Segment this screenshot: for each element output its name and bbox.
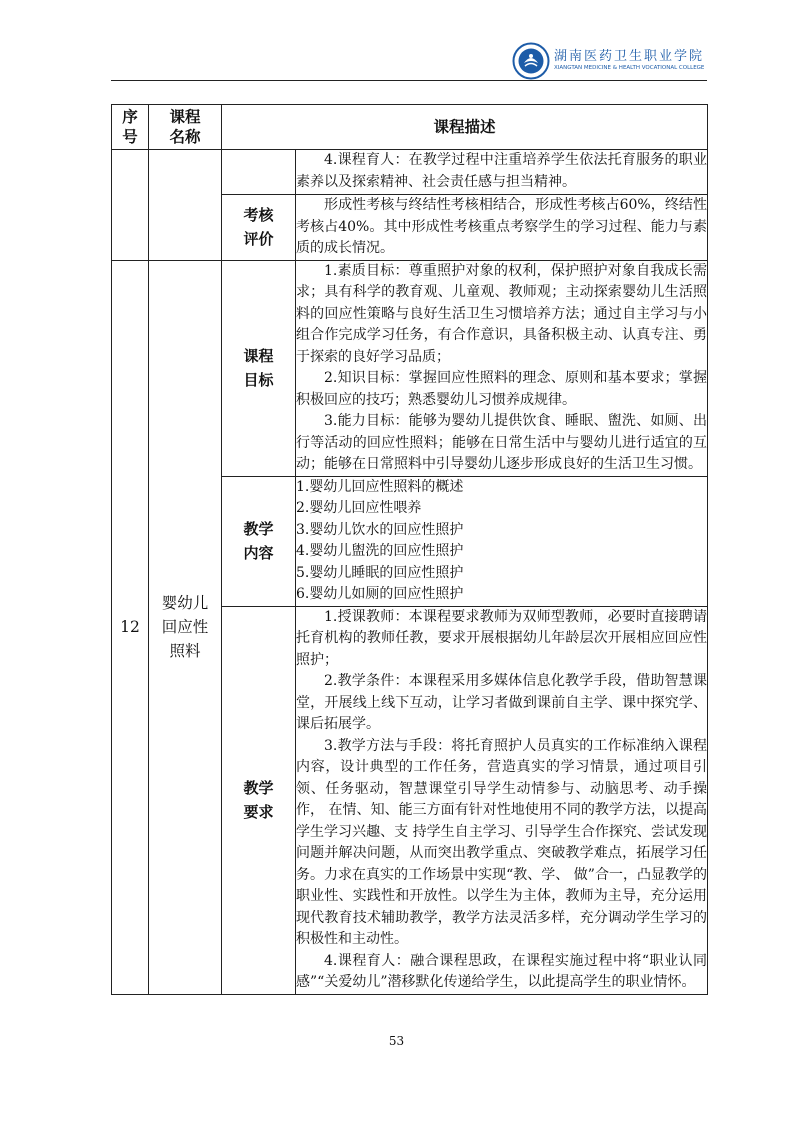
table-row [112,260,708,476]
list-item: 3.婴幼儿饮水的回应性照护 [296,521,464,538]
requirement-item: 3.教学方法与手段：将托育照护人员真实的工作标准纳入课程内容，设计典型的工作任务，营造真实的学习情景，通过项目引领、任务驱动，智慧课堂引导学生动情参与、动脑思考、动手操作， 在情、知、能三方面有针对性地使用不同的教学方法，以提高学生学习兴趣、支 持学生自主学习、引导学生合作探究、尝试发现问题并解决问题，从而突出教学重点、突破教学难点，拓展学习任务。力求在真实的工作场景中实现“教、学、 做”合一，凸显教学的职业性、实践性和开放性。以学生为主体，教师为主导，充分运用现代教育技术辅助教学，教学方法灵活多样，充分调动学生学习的积极性和主动性。 [296,737,707,947]
goal-item: 2.知识目标：掌握回应性照料的理念、原则和基本要求；掌握积极回应的技巧；熟悉婴幼儿习惯养成规律。 [296,370,707,408]
list-item: 6.婴幼儿如厕的回应性照护 [296,586,464,602]
header-course-name: 课程名称 [149,105,222,150]
assess-label: 考核评价 [222,195,296,261]
college-logo [512,42,704,80]
goal-item: 3.能力目标：能够为婴幼儿提供饮食、睡眠、盥洗、如厕、出行等活动的回应性照料；能够在日常生活中与婴幼儿进行适宜的互动；能够在日常照料中引导婴幼儿逐步形成良好的生活卫生习惯。 [296,413,707,472]
header-rule [111,80,707,81]
assess-text: 形成性考核与终结性考核相结合，形成性考核占60%，终结性考核占40%。其中形成性考核重点考察学生的学习过程、能力与素质的成长情况。 [296,195,708,261]
requirement-item: 1.授课教师：本课程要求教师为双师型教师，必要时直接聘请托育机构的教师任教，要求开展根据幼儿年龄层次开展相应回应性照护； [296,608,707,668]
course-name: 婴幼儿回应性照料 [149,260,222,994]
requirement-item: 4.课程育人：融合课程思政，在课程实施过程中将“职业认同感”“关爱幼儿”潜移默化传递给学生，以此提高学生的职业情怀。 [296,952,707,990]
header-no: 序号 [112,105,149,150]
list-item: 5.婴幼儿睡眠的回应性照护 [296,564,464,581]
list-item: 2.婴幼儿回应性喂养 [296,500,422,516]
course-table [111,104,708,995]
content-list [296,476,708,606]
logo-english-name: XIANGTAN MEDICINE & HEALTH VOCATIONAL COLLEGE [554,65,705,72]
logo-chinese-name: 湖南医药卫生职业学院 [554,49,705,65]
course-number: 12 [112,260,149,994]
list-item: 4.婴幼儿盥洗的回应性照护 [296,543,464,559]
header-course-description: 课程描述 [222,105,708,150]
page-number: 53 [388,1034,405,1048]
requirement-label: 教学要求 [222,606,296,994]
goal-text [296,260,708,476]
prev-no-cell [112,150,149,261]
table-header-row [112,105,708,150]
requirement-item: 2.教学条件：本课程采用多媒体信息化教学手段，借助智慧课堂，开展线上线下互动，让学习者做到课前自主学、课中探究学、课后拓展学。 [296,673,707,732]
content-label: 教学内容 [222,476,296,606]
requirement-text [296,606,708,994]
table-row [112,150,708,195]
goal-label: 课程目标 [222,260,296,476]
goal-item: 1.素质目标：尊重照护对象的权利，保护照护对象自我成长需求；具有科学的教育观、儿童观、教师观；主动探索婴幼儿生活照料的回应性策略与良好生活卫生习惯培养方法；通过自主学习与小组合作完成学习任务，有合作意识，具备积极主动、认真专注、勇于探索的良好学习品质； [296,262,707,365]
prev-name-cell [149,150,222,261]
list-item: 1.婴幼儿回应性照料的概述 [296,478,464,495]
prev-label-cell [222,150,296,195]
college-emblem-icon [512,42,550,80]
prev-course-education-cell: 4.课程育人：在教学过程中注重培养学生依法托育服务的职业素养以及探索精神、社会责任感与担当精神。 [296,150,708,195]
